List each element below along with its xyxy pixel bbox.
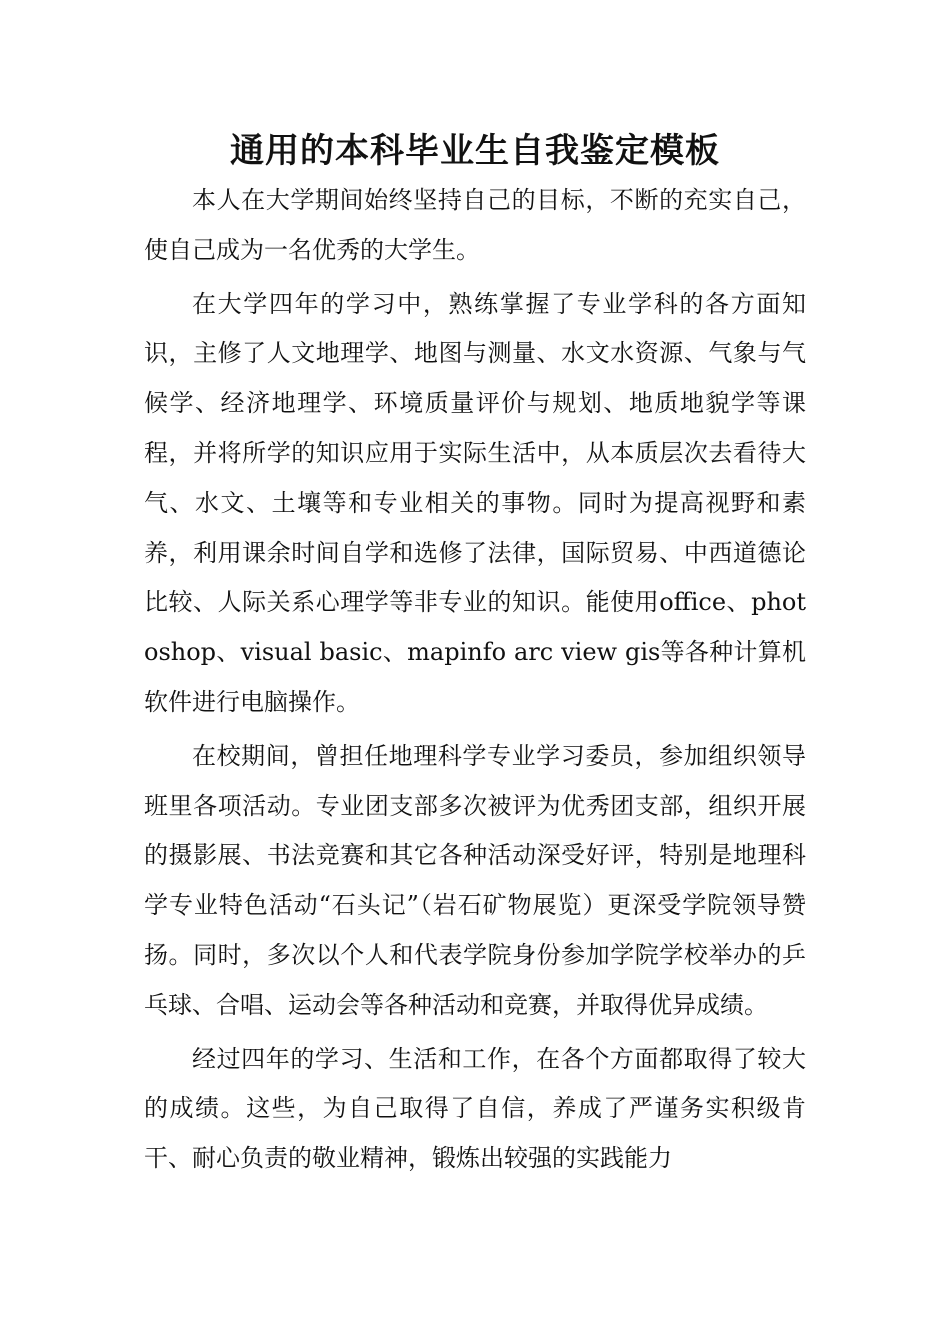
paragraph-summary: 经过四年的学习、生活和工作，在各个方面都取得了较大的成绩。这些，为自己取得了自信，养成了严谨务实积级肯干、耐心负责的敬业精神，锻炼出较强的实践能力 xyxy=(144,1044,806,1173)
document-body xyxy=(144,176,806,1184)
paragraph-intro: 本人在大学期间始终坚持自己的目标，不断的充实自己，使自己成为一名优秀的大学生。 xyxy=(144,186,806,264)
paragraph-activities: 在校期间，曾担任地理科学专业学习委员，参加组织领导班里各项活动。专业团支部多次被评为优秀团支部，组织开展的摄影展、书法竞赛和其它各种活动深受好评，特别是地理科学专业特色活动“石头记”（岩石矿物展览）更深受学院领导赞扬。同时，多次以个人和代表学院身份参加学院学校举办的乒乓球、合唱、运动会等各种活动和竞赛，并取得优异成绩。 xyxy=(144,741,806,1019)
document-title: 通用的本科毕业生自我鉴定模板 xyxy=(230,131,720,171)
paragraph-study: 在大学四年的学习中，熟练掌握了专业学科的各方面知识，主修了人文地理学、地图与测量、水文水资源、气象与气候学、经济地理学、环境质量评价与规划、地质地貌学等课程，并将所学的知识应用于实际生活中，从本质层次去看待大气、水文、土壤等和专业相关的事物。同时为提高视野和素养，利用课余时间自学和选修了法律，国际贸易、中西道德论比较、人际关系心理学等非专业的知识。能使用office、photoshop、visual basic、mapinfo arc view gis等各种计算机软件进行电脑操作。 xyxy=(144,289,806,716)
